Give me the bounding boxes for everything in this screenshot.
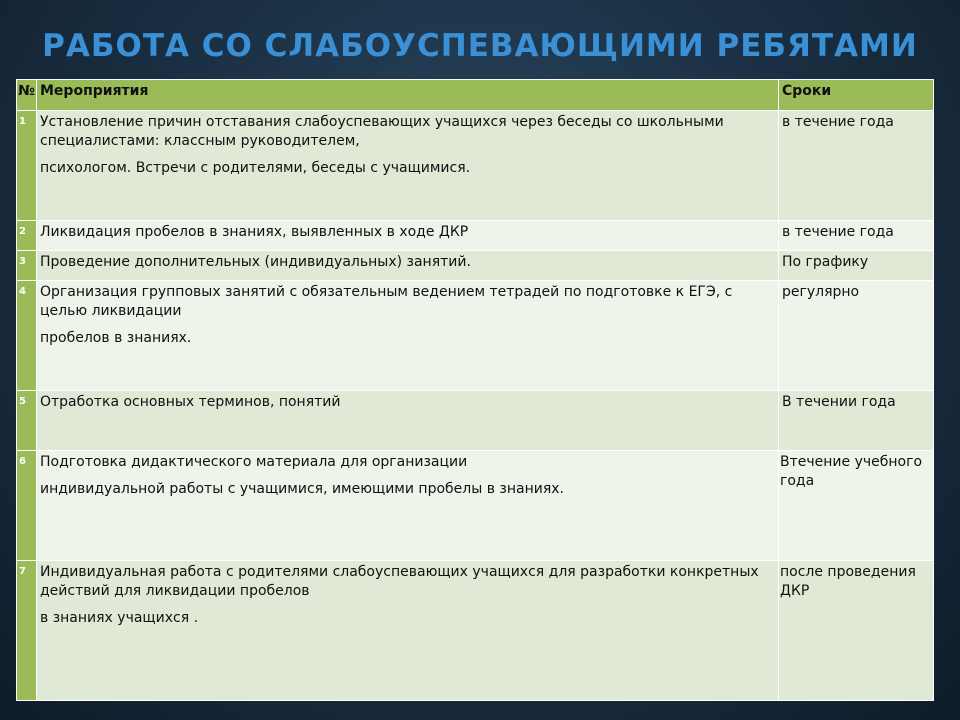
row-number: 6 xyxy=(17,451,37,561)
row-number: 1 xyxy=(17,111,37,221)
table-row xyxy=(17,561,934,701)
header-deadline: Сроки xyxy=(779,80,934,111)
row-event xyxy=(37,111,779,221)
event-line: Ликвидация пробелов в знаниях, выявленных в ходе ДКР xyxy=(40,224,469,240)
row-event xyxy=(37,221,779,251)
table-row xyxy=(17,281,934,391)
event-line: Отработка основных терминов, понятий xyxy=(40,394,341,410)
row-deadline: Втечение учебного года xyxy=(779,451,934,561)
row-deadline: после проведения ДКР xyxy=(779,561,934,701)
event-line: Организация групповых занятий с обязательным ведением тетрадей по подготовке к ЕГЭ, с целью ликвидации xyxy=(40,284,733,319)
activities-table xyxy=(16,79,934,701)
event-line: Проведение дополнительных (индивидуальных) занятий. xyxy=(40,254,471,270)
table-row xyxy=(17,451,934,561)
row-deadline: регулярно xyxy=(779,281,934,391)
event-line: Подготовка дидактического материала для организации xyxy=(40,454,468,470)
row-number: 7 xyxy=(17,561,37,701)
row-event xyxy=(37,451,779,561)
row-event xyxy=(37,251,779,281)
table-row xyxy=(17,111,934,221)
table-row xyxy=(17,251,934,281)
event-line: психологом. Встречи с родителями, беседы с учащимися. xyxy=(40,159,471,176)
row-number: 5 xyxy=(17,391,37,451)
event-line: Индивидуальная работа с родителями слабоуспевающих учащихся для разработки конкретных действий для ликвидации пробелов xyxy=(40,564,759,599)
row-event xyxy=(37,391,779,451)
row-event xyxy=(37,561,779,701)
table-row xyxy=(17,391,934,451)
row-deadline: В течении года xyxy=(779,391,934,451)
row-number: 2 xyxy=(17,221,37,251)
event-line: пробелов в знаниях. xyxy=(40,329,192,346)
table-header-row xyxy=(17,80,934,111)
header-event: Мероприятия xyxy=(37,80,779,111)
header-number: № xyxy=(17,80,37,111)
event-line: индивидуальной работы с учащимися, имеющими пробелы в знаниях. xyxy=(40,480,565,497)
table-row xyxy=(17,221,934,251)
event-line: Установление причин отставания слабоуспевающих учащихся через беседы со школьными специалистами: классным руководителем, xyxy=(40,114,724,149)
row-deadline: в течение года xyxy=(779,111,934,221)
row-deadline: в течение года xyxy=(779,221,934,251)
row-number: 4 xyxy=(17,281,37,391)
row-deadline: По графику xyxy=(779,251,934,281)
event-line: в знаниях учащихся . xyxy=(40,609,199,626)
slide-title: РАБОТА СО СЛАБОУСПЕВАЮЩИМИ РЕБЯТАМИ xyxy=(42,28,918,64)
row-event xyxy=(37,281,779,391)
row-number: 3 xyxy=(17,251,37,281)
